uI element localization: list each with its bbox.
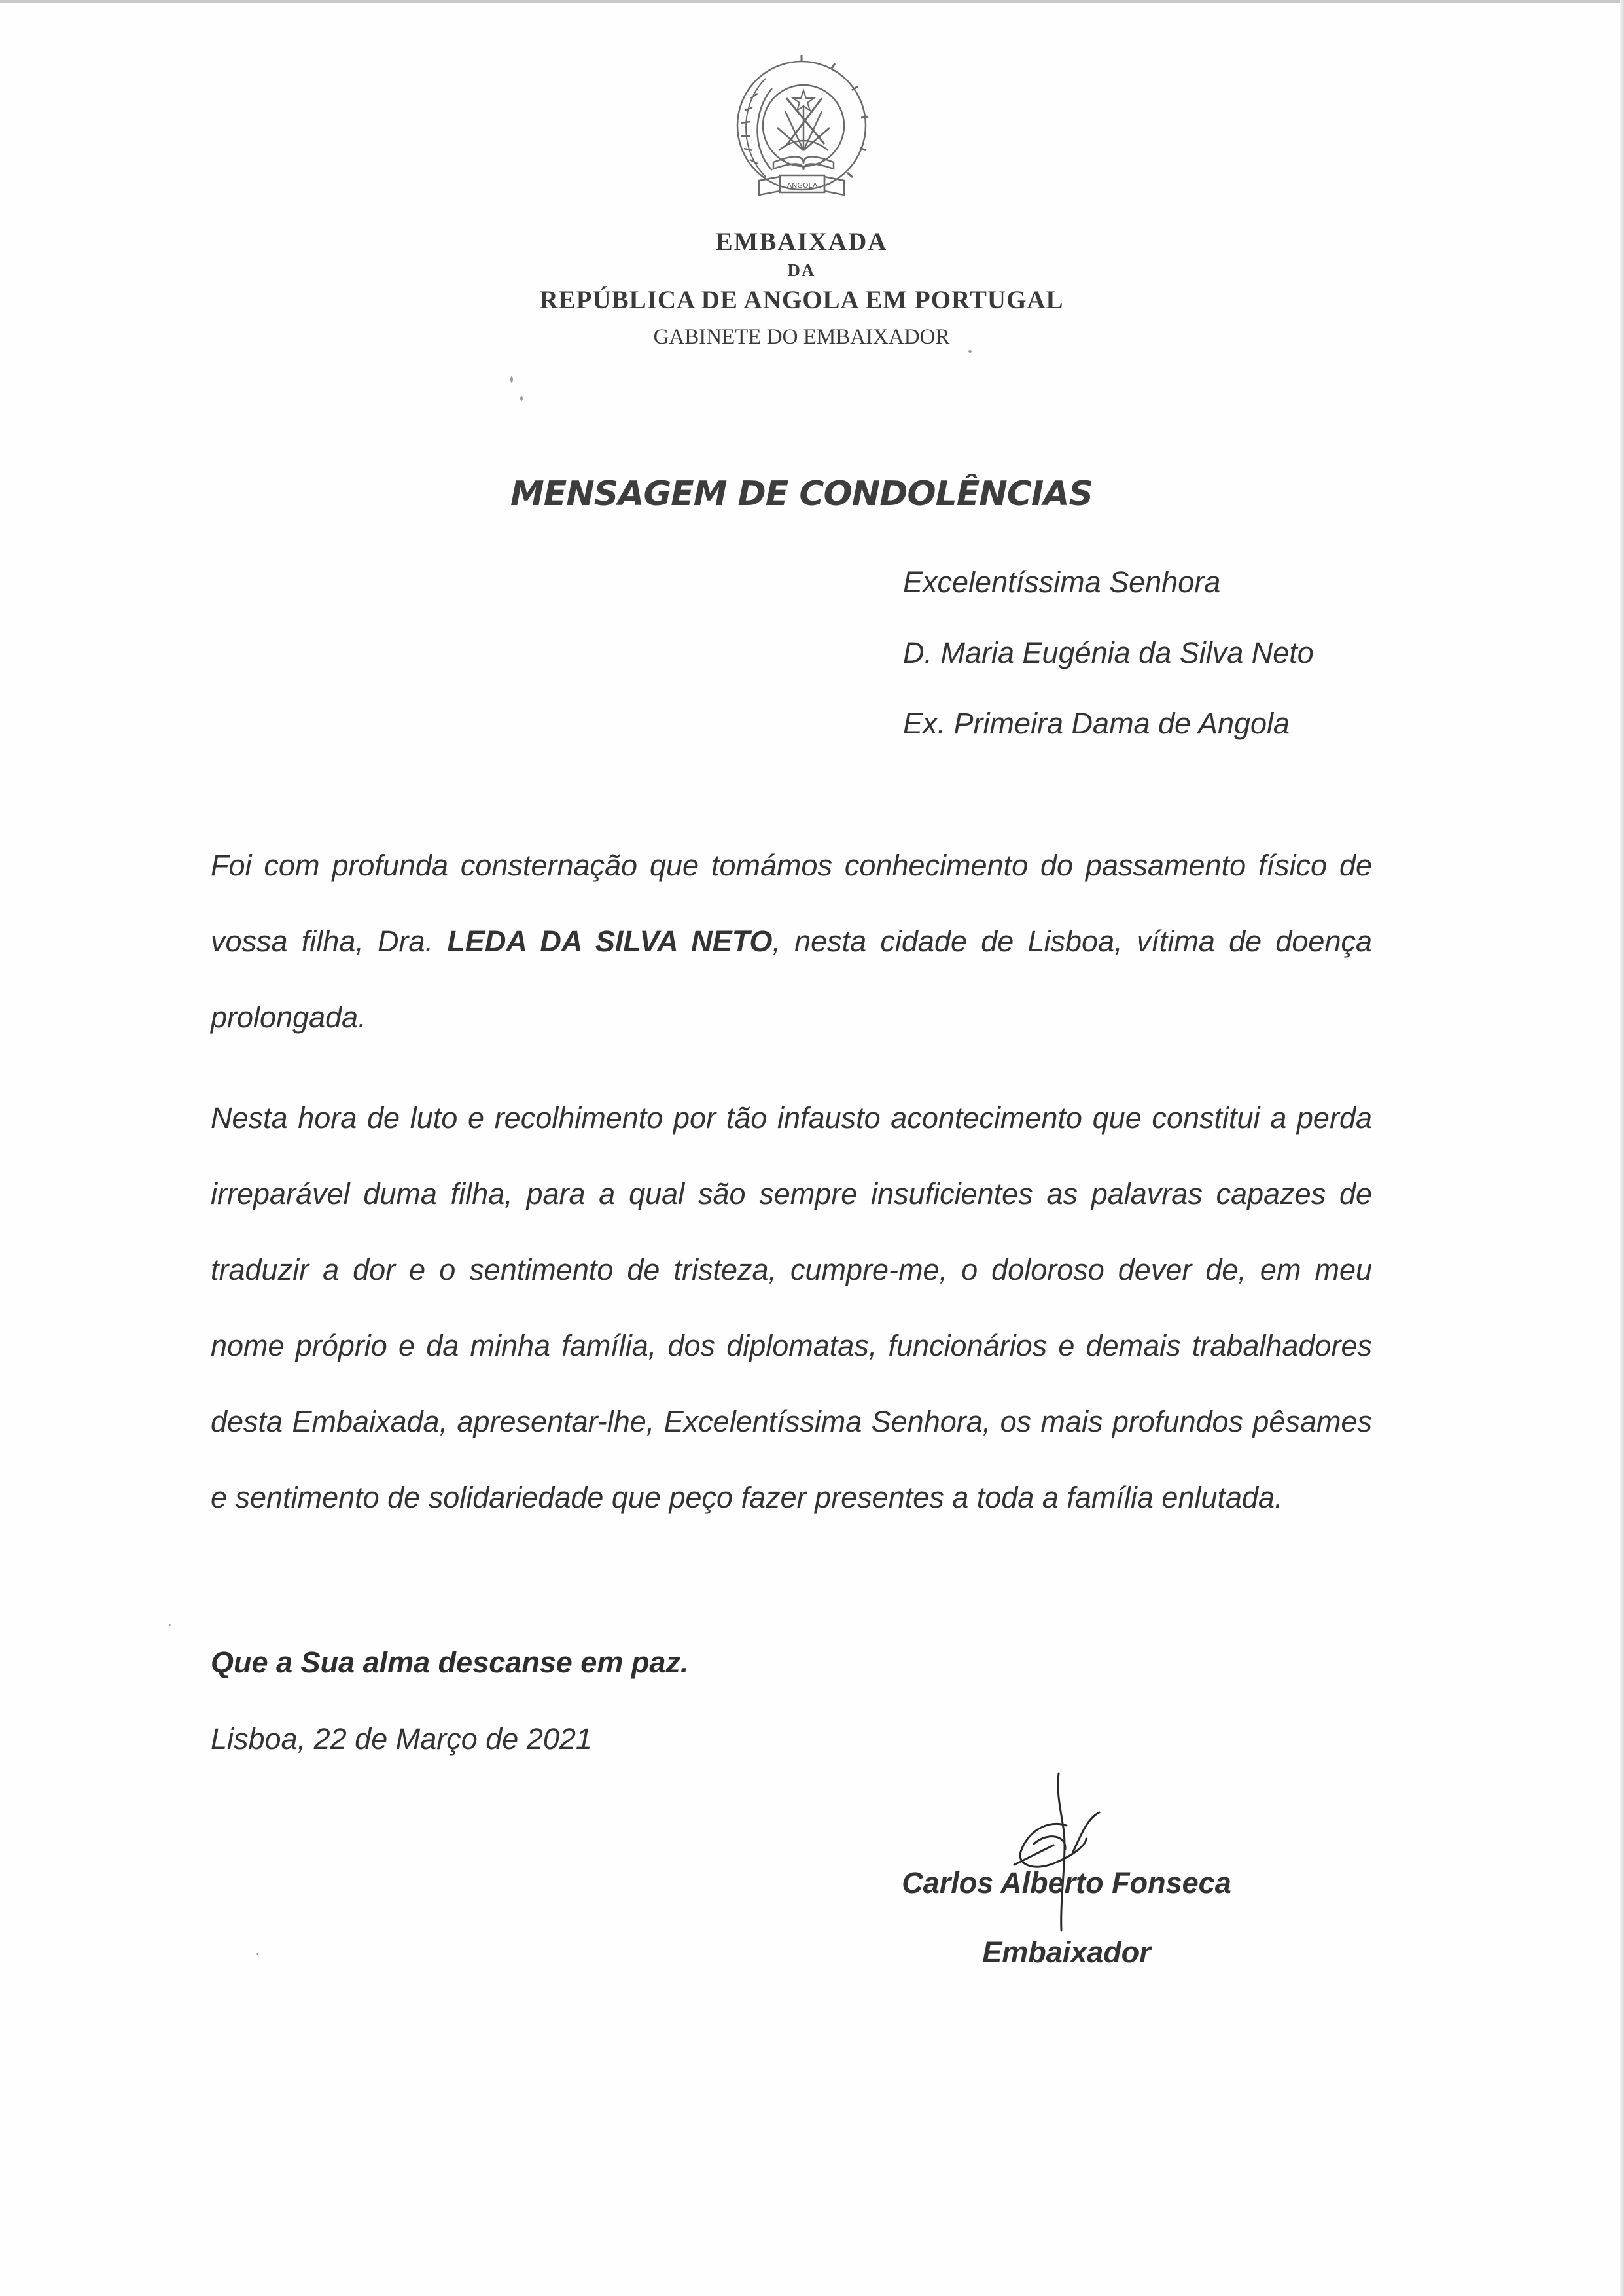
addressee-name: D. Maria Eugénia da Silva Neto [903,636,1314,669]
scan-speck [968,350,972,353]
signer-name: Carlos Alberto Fonseca [902,1866,1231,1899]
paragraph-1 [211,828,1372,1055]
scan-speck [256,1953,258,1955]
angola-emblem-icon [726,52,877,209]
addressee-salutation: Excelentíssima Senhora [903,565,1221,599]
letterhead-gabinete: GABINETE DO EMBAIXADOR [653,325,950,349]
deceased-name: LEDA DA SILVA NETO [447,925,773,958]
addressee-block [903,559,1314,771]
signer-role: Embaixador [982,1935,1151,1969]
scan-right-edge [1620,0,1624,2296]
letterhead-embaixada: EMBAIXADA [715,228,888,256]
letterhead-republica: REPÚBLICA DE ANGOLA EM PORTUGAL [539,286,1064,314]
letterhead-da: DA [787,260,816,280]
handwritten-signature-icon [988,1767,1139,1937]
letterhead [0,226,1603,355]
closing-line: Que a Sua alma descanse em paz. [211,1646,689,1679]
paragraph-2: Nesta hora de luto e recolhimento por tão infausto acontecimento que constitui a perda irreparável duma filha, para a qual são sempre insuficientes as palavras capazes de traduzir a dor e o sentimento de tristeza, cumpre-me, o doloroso dever de, em meu nome próprio e da minha família, dos diplomatas, funcionários e demais trabalhadores desta Embaixada, apresentar-lhe, Excelentíssima Senhora, os mais profundos pêsames e sentimento de solidariedade que peço fazer presentes a toda a família enlutada. [211,1101,1372,1514]
place-and-date: Lisboa, 22 de Março de 2021 [211,1722,592,1756]
scan-speck [169,1624,171,1626]
paragraph-1-text-before: Foi com profunda consternação que tomámos conhecimento do passamento físico de vossa filha, Dra. [211,849,1372,958]
paragraph-1-text-after: , nesta cidade de Lisboa, vítima de doença prolongada. [211,925,1372,1034]
scan-speck [510,376,513,383]
document-title: MENSAGEM DE CONDOLÊNCIAS [510,474,1093,514]
emblem-banner-text: ANGOLA [786,181,818,190]
scan-top-edge [0,0,1624,3]
addressee-role: Ex. Primeira Dama de Angola [903,707,1290,740]
scan-speck [520,396,523,401]
